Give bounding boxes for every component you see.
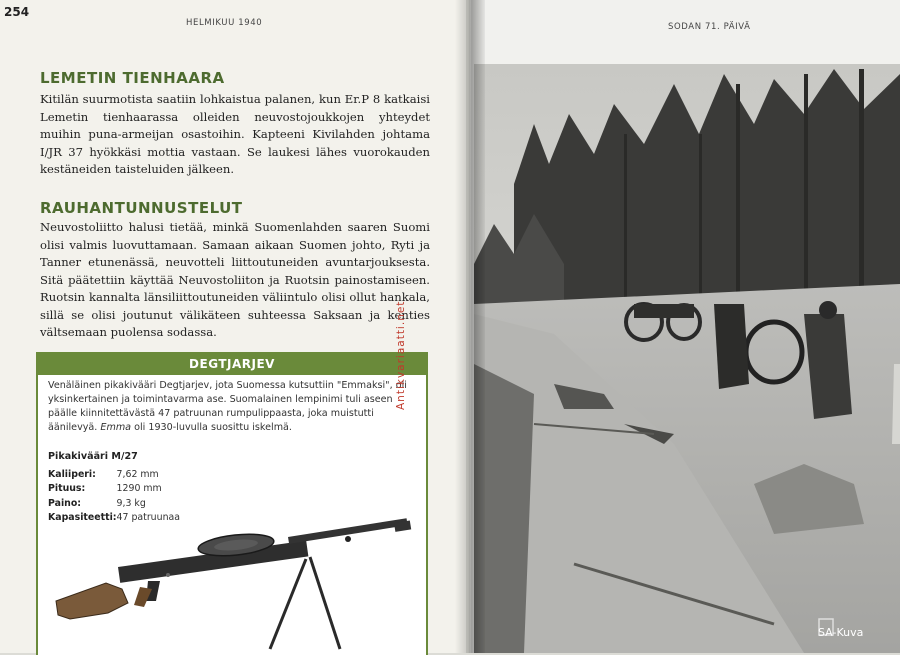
spec-title: Pikakivääri M/27 [48, 451, 138, 462]
spec-label: Kapasiteetti: [48, 512, 117, 524]
section-heading-lemeti: LEMETIN TIENHAARA [40, 69, 225, 87]
sidebar-desc-part2: oli 1930-luvulla suosittu iskelmä. [131, 422, 292, 433]
sidebar-desc-emma: Emma [100, 422, 132, 433]
photo-credit: SA-Kuva [818, 626, 864, 639]
section-heading-rauhantunnustelut: RAUHANTUNNUSTELUT [40, 199, 243, 217]
sidebar-desc-part1: Venäläinen pikakivääri Degtjarjev, jota Suomessa kutsuttiin "Emmaksi", oli yksinkertainen ja toimintavarma ase. Suomalainen lempinimi tuli aseen päälle kiinnitettävästä 47 patruunan rumpulippaasta, joka muistutti äänilevyä. [48, 380, 407, 433]
sidebar-title: DEGTJARJEV [38, 354, 426, 375]
spec-label: Pituus: [48, 483, 86, 495]
spec-row [48, 467, 180, 482]
sidebar-box-degtjarjev [36, 352, 428, 655]
section-body-lemeti: Kitilän suurmotista saatiin lohkaistua palanen, kun Er.P 8 katkaisi Lemetin tienhaarassa olleiden neuvostojoukkojen yhteydet muihin puna-armeijan osastoihin. Kapteeni Kivilahden johtama I/JR 37 hyökkäsi mottia vastaan. Se laukesi lähes vuorokauden kestäneiden taisteluiden jälkeen. [40, 92, 430, 176]
sidebar-description [48, 379, 414, 435]
spec-value: 7,62 mm [116, 468, 159, 480]
machine-gun-illustration [48, 517, 414, 651]
war-photo [474, 64, 900, 653]
section-body-rauhantunnustelut: Neuvostoliitto halusi tietää, minkä Suomenlahden saaren Suomi olisi valmis luovuttamaan. Samaan aikaan Suomen johto, Ryti ja Tanner etunenässä, neuvotteli liittoutuneiden avuntarjouksesta. Sitä päätettiin käyttää Neuvostoliiton ja Ruotsin painostamiseen. Ruotsin kannalta länsiliittoutuneiden väliintulo olisi ollut hankala, sillä se olisi joutunut välikäteen suhteessa Saksaan ja kenties vältsemaan puolensa sodassa. [40, 220, 430, 339]
spec-value: 47 patruunaa [116, 512, 180, 524]
book-gutter [455, 0, 485, 653]
spec-value: 1290 mm [116, 483, 162, 495]
spec-label: Kaliiperi: [48, 468, 96, 480]
spec-label: Paino: [48, 497, 82, 509]
page-number: 254 [4, 5, 30, 19]
watermark-text: Antikvariaatti.net [395, 300, 407, 410]
running-head-right: SODAN 71. PÄIVÄ [668, 22, 751, 32]
spec-value: 9,3 kg [116, 497, 146, 509]
running-head-left: HELMIKUU 1940 [186, 18, 263, 28]
spec-row [48, 482, 180, 497]
spec-row [48, 496, 180, 511]
